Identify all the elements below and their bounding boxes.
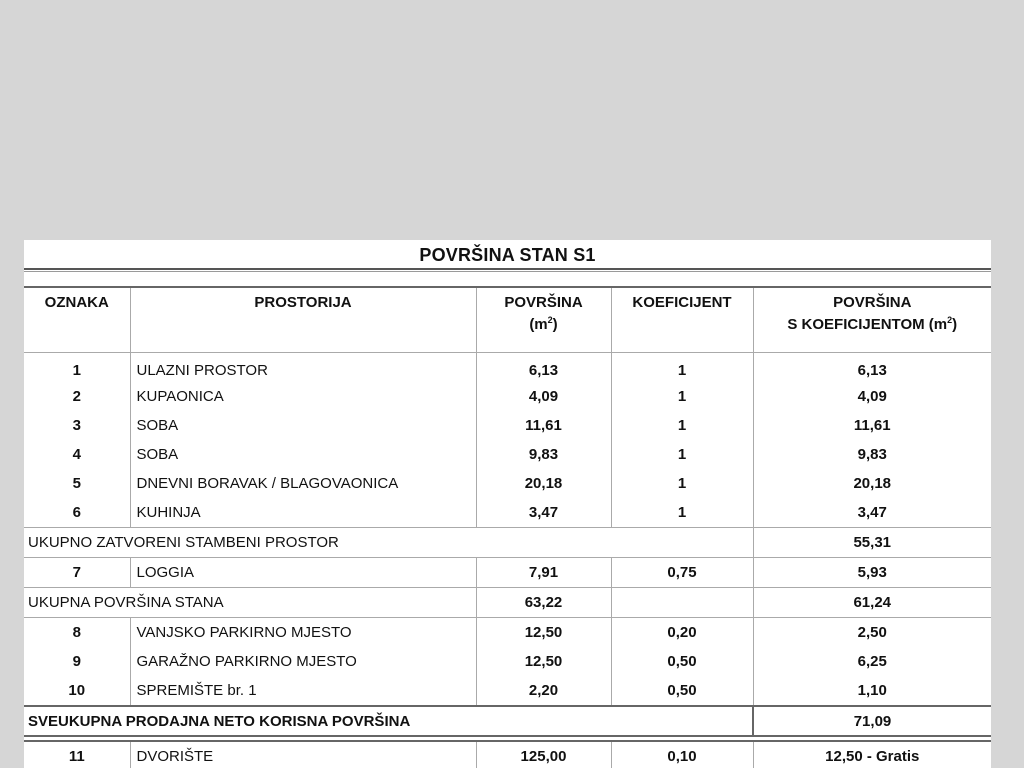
header-pk-sup: 2 [947, 315, 953, 325]
cell-povrsina-koef: 6,13 [753, 353, 991, 383]
cell-povrsina-koef: 3,47 [753, 498, 991, 528]
grand-total-row [24, 706, 991, 736]
header-prostorija: PROSTORIJA [130, 287, 476, 353]
cell-prostorija: VANJSKO PARKIRNO MJESTO [130, 618, 476, 648]
yard-row [24, 741, 991, 768]
cell-oznaka: 6 [72, 504, 81, 521]
total-flat-label: UKUPNA POVRŠINA STANA [24, 588, 476, 618]
cell-povrsina-koef: 12,50 - Gratis [753, 741, 991, 768]
header-povrsina-unit: (m [529, 316, 548, 333]
cell-povrsina: 3,47 [476, 498, 611, 528]
cell-koeficijent: 1 [611, 411, 753, 440]
cell-koeficijent: 0,50 [611, 676, 753, 706]
cell-povrsina: 125,00 [476, 741, 611, 768]
cell-koeficijent: 1 [611, 353, 753, 383]
cell-prostorija: DNEVNI BORAVAK / BLAGOVAONICA [130, 469, 476, 498]
cell-povrsina: 11,61 [476, 411, 611, 440]
table-row [24, 498, 991, 528]
header-povrsina-sup: 2 [547, 315, 553, 325]
header-povrsina-line1: POVRŠINA [504, 294, 583, 311]
table-row [24, 411, 991, 440]
cell-prostorija: SOBA [130, 411, 476, 440]
cell-prostorija: ULAZNI PROSTOR [130, 353, 476, 383]
cell-oznaka: 7 [72, 564, 81, 581]
total-flat-row [24, 588, 991, 618]
cell-povrsina-koef: 1,10 [753, 676, 991, 706]
header-povrsina-koef [753, 287, 991, 353]
cell-povrsina: 20,18 [476, 469, 611, 498]
cell-prostorija: SOBA [130, 440, 476, 469]
header-pk-line2: S KOEFICIJENTOM (m [787, 316, 948, 333]
table-row [24, 618, 991, 648]
cell-oznaka: 2 [72, 388, 81, 405]
grand-total-label: SVEUKUPNA PRODAJNA NETO KORISNA POVRŠINA [24, 706, 753, 736]
table-row [24, 353, 991, 383]
table-row [24, 440, 991, 469]
cell-koeficijent: 0,10 [611, 741, 753, 768]
cell-oznaka: 3 [72, 417, 81, 434]
total-flat-povrsina: 63,22 [476, 588, 611, 618]
cell-prostorija: LOGGIA [130, 558, 476, 588]
cell-prostorija: SPREMIŠTE br. 1 [130, 676, 476, 706]
subtotal-closed-value: 55,31 [753, 528, 991, 558]
cell-koeficijent: 1 [611, 469, 753, 498]
table-row [24, 647, 991, 676]
header-oznaka: OZNAKA [24, 287, 130, 353]
table-row [24, 382, 991, 411]
cell-oznaka: 11 [24, 741, 130, 768]
cell-koeficijent: 1 [611, 440, 753, 469]
cell-prostorija: KUHINJA [130, 498, 476, 528]
cell-povrsina: 7,91 [476, 558, 611, 588]
total-flat-value: 61,24 [753, 588, 991, 618]
area-sheet [24, 240, 991, 768]
cell-koeficijent: 0,75 [611, 558, 753, 588]
table-row [24, 676, 991, 706]
title-rule-secondary [24, 271, 991, 272]
cell-povrsina: 2,20 [476, 676, 611, 706]
subtotal-closed-label: UKUPNO ZATVORENI STAMBENI PROSTOR [24, 528, 753, 558]
header-povrsina-end: ) [552, 316, 558, 333]
cell-koeficijent: 0,50 [611, 647, 753, 676]
cell-povrsina-koef: 9,83 [753, 440, 991, 469]
total-flat-koef-empty [611, 588, 753, 618]
cell-prostorija: KUPAONICA [130, 382, 476, 411]
cell-oznaka: 8 [72, 624, 81, 641]
table-header-row [24, 287, 991, 353]
area-table [24, 286, 991, 768]
cell-povrsina: 9,83 [476, 440, 611, 469]
cell-prostorija: GARAŽNO PARKIRNO MJESTO [130, 647, 476, 676]
cell-povrsina-koef: 11,61 [753, 411, 991, 440]
header-pk-end: ) [952, 316, 958, 333]
cell-povrsina-koef: 2,50 [753, 618, 991, 648]
table-row [24, 469, 991, 498]
cell-koeficijent: 0,20 [611, 618, 753, 648]
cell-povrsina-koef: 6,25 [753, 647, 991, 676]
cell-povrsina: 4,09 [476, 382, 611, 411]
cell-koeficijent: 1 [611, 382, 753, 411]
cell-povrsina-koef: 5,93 [753, 558, 991, 588]
cell-povrsina: 12,50 [476, 647, 611, 676]
cell-povrsina: 6,13 [476, 353, 611, 383]
grand-total-value: 71,09 [753, 706, 991, 736]
header-koeficijent: KOEFICIJENT [611, 287, 753, 353]
header-pk-line1: POVRŠINA [833, 294, 912, 311]
cell-oznaka: 5 [72, 475, 81, 492]
header-povrsina [476, 287, 611, 353]
cell-prostorija: DVORIŠTE [130, 741, 476, 768]
loggia-row [24, 558, 991, 588]
sheet-title: POVRŠINA STAN S1 [419, 245, 596, 265]
cell-oznaka: 4 [72, 446, 81, 463]
cell-povrsina-koef: 20,18 [753, 469, 991, 498]
cell-koeficijent: 1 [611, 498, 753, 528]
cell-oznaka: 9 [72, 653, 81, 670]
cell-povrsina-koef: 4,09 [753, 382, 991, 411]
cell-povrsina: 12,50 [476, 618, 611, 648]
title-rule [24, 268, 991, 270]
cell-oznaka: 10 [68, 682, 86, 699]
subtotal-closed-row [24, 528, 991, 558]
cell-oznaka: 1 [72, 362, 81, 379]
